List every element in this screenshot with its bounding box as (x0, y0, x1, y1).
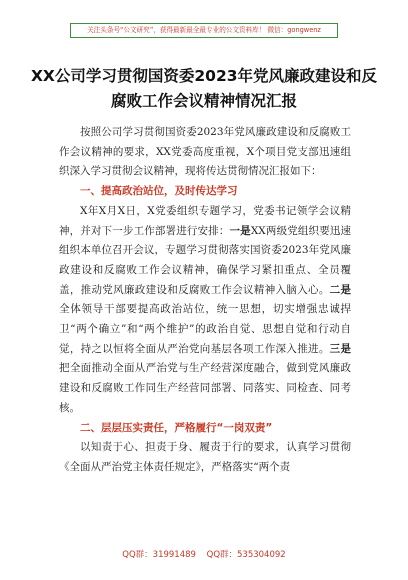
point-one-label: 一是 (229, 224, 251, 237)
section-heading-1: 一、提高政治站位，及时传达学习 (80, 185, 238, 198)
footer-qq-group-1: QQ群：31991489 (122, 550, 196, 560)
section-2-paragraph: 以知责于心、担责于身、履责于行的要求，认真学习贯彻《全面从严治党主体责任规定》，严格落实“两个责 (59, 441, 351, 473)
promo-banner: 关注头条号“公文研究”，获得最新最全最专业的公文资料库！ 微信：gongwenz (70, 23, 338, 38)
intro-paragraph: 按照公司学习贯彻国资委2023年党风廉政建设和反腐败工作会议精神的要求，XX党委高度重视，X个项目党支部迅速组织深入学习贯彻会议精神，现将传达贯彻情况汇报如下： (59, 126, 351, 178)
section-1-text-c: 全体领导干部要提高政治站位，统一思想，切实增强忠诚捍卫“两个确立”和“两个维护”的政治自觉、思想自觉和行动自觉，持之以恒将全面从严治党向基层各项工作深入推进。 (59, 303, 351, 355)
point-three-label: 三是 (329, 342, 351, 355)
section-1-paragraph (59, 202, 351, 419)
document-body (59, 123, 351, 478)
page-footer (0, 548, 408, 560)
footer-qq-group-2: QQ群：535304092 (206, 550, 286, 560)
section-1-text-a: X年X月X日，X党委组织专题学习，党委书记领学会议精神，并对下一步工作部署进行安排： (59, 204, 351, 237)
point-two-label: 二是 (329, 283, 351, 296)
document-title: XX公司学习贯彻国资委2023年党风廉政建设和反腐败工作会议精神情况汇报 (30, 67, 378, 110)
section-heading-2: 二、层层压实责任，严格履行“一岗双责” (80, 421, 273, 434)
section-1-text-d: 把全面推动全面从严治党与生产经营深度融合，做到党风廉政建设和反腐败工作同生产经营同部署、同落实、同检查、同考核。 (59, 362, 351, 414)
section-1-text-b: XX两级党组织要迅速组织本单位召开会议，专题学习贯彻落实国资委2023年党风廉政建设和反腐败工作会议精神，确保学习紧扣重点、全员覆盖，推动党风廉政建设和反腐败工作会议精神入脑入心。 (59, 224, 352, 296)
